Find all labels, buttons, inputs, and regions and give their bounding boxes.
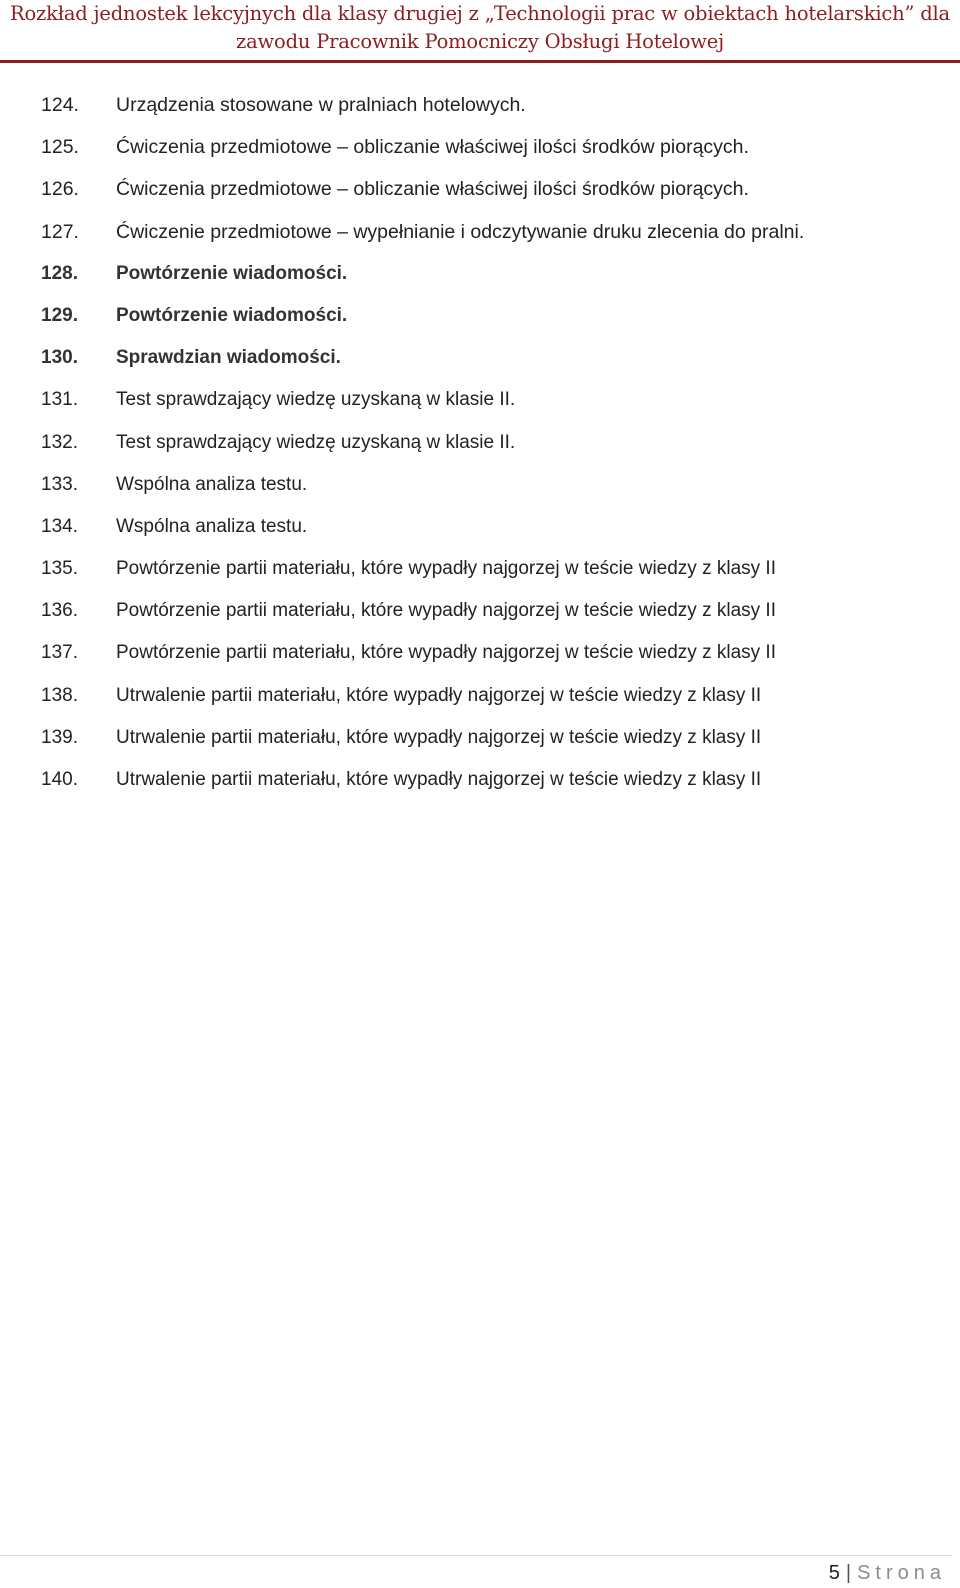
lesson-number: 139.	[41, 726, 78, 748]
lesson-item	[0, 84, 960, 126]
header-title-line-1: Rozkład jednostek lekcyjnych dla klasy drugiej z „Technologii prac w obiektach hotelarskich” dla	[10, 2, 950, 25]
lesson-item	[0, 253, 960, 295]
lesson-number: 134.	[41, 515, 78, 537]
lesson-topic: Powtórzenie partii materiału, które wypadły najgorzej w teście wiedzy z klasy II	[116, 558, 776, 580]
lesson-topic: Powtórzenie wiadomości.	[116, 304, 348, 326]
lesson-number: 125.	[41, 136, 79, 159]
document-header	[0, 0, 960, 56]
lesson-topic: Utrwalenie partii materiału, które wypadły najgorzej w teście wiedzy z klasy II	[116, 726, 762, 748]
lesson-item	[0, 506, 960, 548]
lesson-item	[0, 379, 960, 421]
lesson-topic: Ćwiczenia przedmiotowe – obliczanie właściwej ilości środków piorących.	[116, 136, 749, 159]
lesson-topic: Urządzenia stosowane w pralniach hotelowych.	[116, 94, 526, 116]
lesson-item	[0, 464, 960, 506]
lesson-number: 136.	[41, 600, 78, 622]
lesson-topic: Test sprawdzający wiedzę uzyskaną w klasie II.	[116, 389, 516, 411]
lesson-topic: Utrwalenie partii materiału, które wypadły najgorzej w teście wiedzy z klasy II	[116, 684, 762, 706]
lesson-item	[0, 168, 960, 210]
lesson-item	[0, 759, 960, 801]
lesson-number: 129.	[41, 304, 78, 326]
lesson-number: 140.	[41, 769, 78, 790]
lesson-number: 124.	[41, 94, 79, 116]
lesson-topic: Ćwiczenia przedmiotowe – obliczanie właściwej ilości środków piorących.	[116, 178, 749, 201]
lesson-item	[0, 126, 960, 168]
page-footer	[829, 1560, 946, 1586]
lesson-topic: Test sprawdzający wiedzę uzyskaną w klasie II.	[116, 431, 516, 453]
lesson-number: 127.	[41, 220, 79, 243]
page-label: Strona	[857, 1562, 946, 1584]
lesson-number: 131.	[41, 389, 78, 411]
lesson-item	[0, 295, 960, 337]
lesson-number: 126.	[41, 178, 79, 201]
lesson-number: 137.	[41, 642, 78, 664]
lesson-item	[0, 632, 960, 674]
lesson-item	[0, 590, 960, 632]
lesson-topic: Powtórzenie wiadomości.	[116, 262, 348, 284]
lesson-topic: Wspólna analiza testu.	[116, 515, 308, 537]
lesson-number: 128.	[41, 262, 78, 284]
lesson-topic: Sprawdzian wiadomości.	[116, 347, 341, 369]
lesson-item	[0, 337, 960, 379]
lesson-item	[0, 422, 960, 464]
lesson-number: 133.	[41, 473, 78, 495]
footer-separator: |	[845, 1562, 852, 1584]
lesson-item	[0, 717, 960, 759]
lesson-topic: Powtórzenie partii materiału, które wypadły najgorzej w teście wiedzy z klasy II	[116, 642, 776, 664]
lesson-number: 138.	[41, 684, 78, 706]
lesson-topic: Utrwalenie partii materiału, które wypadły najgorzej w teście wiedzy z klasy II	[116, 769, 762, 790]
lesson-number: 132.	[41, 431, 78, 453]
lesson-list	[0, 84, 960, 801]
page-number: 5	[828, 1562, 840, 1584]
header-divider	[0, 60, 960, 63]
header-title-line-2: zawodu Pracownik Pomocniczy Obsługi Hotelowej	[236, 30, 724, 53]
lesson-topic: Ćwiczenie przedmiotowe – wypełnianie i odczytywanie druku zlecenia do pralni.	[116, 220, 805, 243]
footer-divider	[0, 1555, 952, 1556]
lesson-item	[0, 675, 960, 717]
lesson-number: 135.	[41, 558, 78, 580]
lesson-item	[0, 211, 960, 253]
lesson-topic: Wspólna analiza testu.	[116, 473, 308, 495]
lesson-topic: Powtórzenie partii materiału, które wypadły najgorzej w teście wiedzy z klasy II	[116, 600, 776, 622]
lesson-item	[0, 548, 960, 590]
lesson-number: 130.	[41, 347, 78, 369]
